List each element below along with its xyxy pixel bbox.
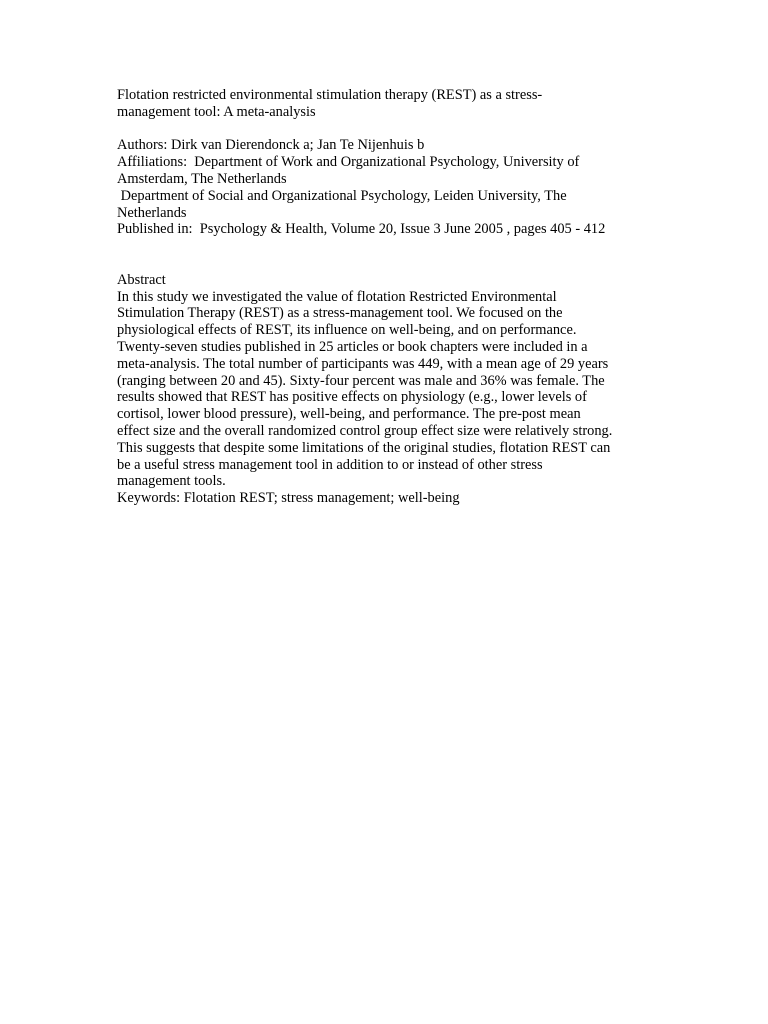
affiliations-line: Department of Social and Organizational Psychology, Leiden University, The [117, 187, 567, 204]
affiliations-line: Affiliations: Department of Work and Organizational Psychology, University of [117, 154, 580, 171]
spacer [117, 238, 662, 272]
title-line: Flotation restricted environmental stimulation therapy (REST) as a stress- [117, 87, 543, 103]
document-page [117, 87, 662, 507]
affiliations-line: Amsterdam, The Netherlands [117, 170, 287, 187]
abstract-line: Stimulation Therapy (REST) as a stress-management tool. We focused on the [117, 305, 563, 322]
paper-metadata [117, 137, 662, 238]
abstract-heading: Abstract [117, 271, 166, 288]
abstract-line: physiological effects of REST, its influence on well-being, and on performance. [117, 322, 577, 339]
abstract-line: Twenty-seven studies published in 25 articles or book chapters were included in a [117, 338, 588, 355]
title-line: management tool: A meta-analysis [117, 103, 316, 120]
abstract-line: effect size and the overall randomized control group effect size were relatively strong. [117, 422, 613, 439]
abstract-line: results showed that REST has positive effects on physiology (e.g., lower levels of [117, 389, 587, 406]
authors-line: Authors: Dirk van Dierendonck a; Jan Te Nijenhuis b [117, 137, 425, 154]
affiliations-line: Netherlands [117, 204, 187, 221]
abstract-line: This suggests that despite some limitations of the original studies, flotation REST can [117, 439, 611, 456]
keywords-line: Keywords: Flotation REST; stress management; well-being [117, 490, 460, 507]
abstract-line: management tools. [117, 473, 226, 490]
abstract-line: In this study we investigated the value of flotation Restricted Environmental [117, 288, 557, 305]
abstract-section [117, 272, 662, 507]
abstract-line: (ranging between 20 and 45). Sixty-four percent was male and 36% was female. The [117, 372, 605, 389]
paper-title [117, 87, 662, 121]
spacer [117, 121, 662, 138]
abstract-line: be a useful stress management tool in addition to or instead of other stress [117, 456, 543, 473]
abstract-line: cortisol, lower blood pressure), well-being, and performance. The pre-post mean [117, 406, 581, 423]
abstract-line: meta-analysis. The total number of participants was 449, with a mean age of 29 years [117, 355, 609, 372]
publication-line: Published in: Psychology & Health, Volume 20, Issue 3 June 2005 , pages 405 - 412 [117, 221, 606, 238]
